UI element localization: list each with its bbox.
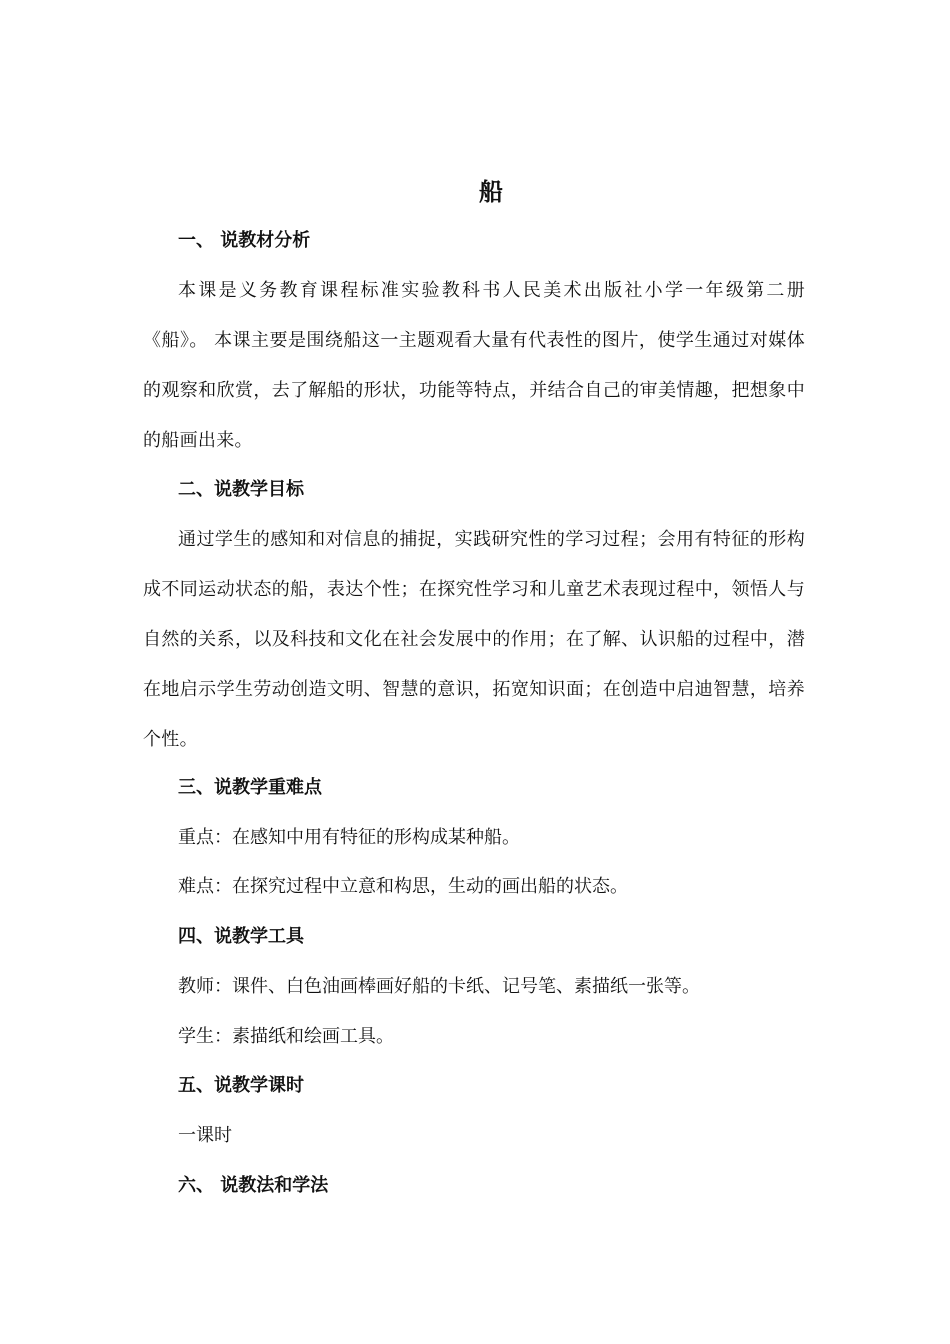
teacher-tools-line: 教师：课件、白色油画棒画好船的卡纸、记号笔、素描纸一张等。 bbox=[178, 976, 700, 997]
section-heading-6: 六、 说教法和学法 bbox=[178, 1175, 329, 1196]
key-point-line: 重点：在感知中用有特征的形构成某种船。 bbox=[178, 827, 520, 848]
section-heading-3: 三、说教学重难点 bbox=[178, 777, 322, 798]
document-title: 船 bbox=[479, 178, 503, 206]
student-tools-line: 学生：素描纸和绘画工具。 bbox=[178, 1026, 394, 1047]
class-hours-line: 一课时 bbox=[178, 1125, 232, 1146]
section-2-paragraph: 通过学生的感知和对信息的捕捉，实践研究性的学习过程；会用有特征的形构成不同运动状态的船，表达个性；在探究性学习和儿童艺术表现过程中，领悟人与自然的关系，以及科技和文化在社会发展中的作用；在了解、认识船的过程中，潜在地启示学生劳动创造文明、智慧的意识，拓宽知识面；在创造中启迪智慧，培养个性。 bbox=[143, 529, 805, 750]
difficult-point-line: 难点：在探究过程中立意和构思，生动的画出船的状态。 bbox=[178, 876, 628, 897]
section-heading-1: 一、 说教材分析 bbox=[178, 230, 311, 251]
section-heading-5: 五、说教学课时 bbox=[178, 1075, 304, 1096]
section-1-paragraph: 本课是义务教育课程标准实验教科书人民美术出版社小学一年级第二册《船》。 本课主要是围绕船这一主题观看大量有代表性的图片，使学生通过对媒体的观察和欣赏，去了解船的形状，功能等特点，并结合自己的审美情趣，把想象中的船画出来。 bbox=[143, 280, 805, 451]
section-heading-2: 二、说教学目标 bbox=[178, 479, 304, 500]
section-heading-4: 四、说教学工具 bbox=[178, 926, 304, 947]
